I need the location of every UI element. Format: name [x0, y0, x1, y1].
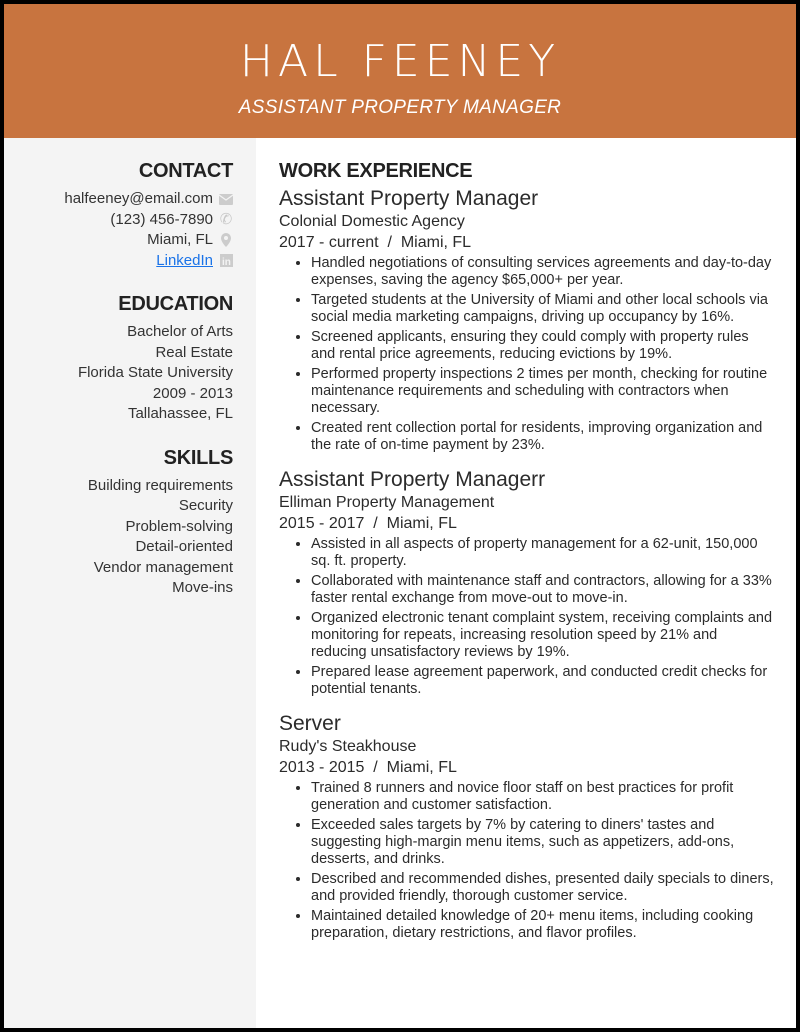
bullet: • Handled negotiations of consulting services agreements and day-to-day expenses, saving the agency $65,000+ per year. — [311, 255, 776, 289]
bullet: • Screened applicants, ensuring they could comply with property rules and rental price agreements, reducing evictions by 19%. — [311, 329, 776, 363]
candidate-title: ASSISTANT PROPERTY MANAGER — [238, 97, 562, 118]
resume-page — [4, 4, 796, 1028]
email: halfeeney@email.com — [64, 190, 213, 207]
skill: Security — [178, 497, 233, 514]
edu-dates: 2009 - 2013 — [152, 384, 233, 402]
linkedin-link[interactable]: LinkedIn — [156, 251, 213, 269]
job-bullets — [311, 780, 776, 942]
skills-heading: SKILLS — [163, 446, 233, 469]
skill: Vendor management — [93, 558, 233, 576]
phone: (123) 456-7890 — [110, 210, 213, 228]
map-pin-icon — [219, 233, 233, 247]
major: Real Estate — [155, 343, 233, 361]
job-entry — [279, 187, 776, 454]
candidate-name: HAL FEENEY — [239, 36, 561, 87]
company: Elliman Property Management — [279, 494, 495, 511]
bullet: • Described and recommended dishes, presented daily specials to diners, and provided friendly, thorough customer service. — [311, 871, 776, 905]
contact-section — [4, 160, 233, 271]
bullet: • Trained 8 runners and novice floor staff on best practices for profit generation and customer satisfaction. — [311, 780, 776, 814]
sidebar — [4, 138, 256, 1028]
bullet: • Organized electronic tenant complaint system, receiving complaints and monitoring for repeats, increasing resolution speed by 21% and reducing unsatisfactory reviews by 19%. — [311, 610, 776, 661]
contact-heading: CONTACT — [138, 160, 233, 182]
skills-section — [4, 447, 233, 599]
phone-icon: ✆ — [219, 210, 233, 228]
company: Rudy's Steakhouse — [279, 738, 417, 755]
job-entry — [279, 712, 776, 942]
skill: Building requirements — [87, 476, 233, 494]
job-dates: 2013 - 2015 / Miami, FL — [279, 759, 457, 776]
job-title: Assistant Property Managerr — [279, 468, 546, 491]
envelope-icon — [219, 192, 233, 206]
job-title: Assistant Property Manager — [279, 187, 539, 210]
bullet: • Targeted students at the University of Miami and other local schools via social media marketing campaigns, driving up occupancy by 16%. — [311, 292, 776, 326]
school: Florida State University — [77, 364, 233, 381]
bullet: • Assisted in all aspects of property management for a 62-unit, 150,000 sq. ft. property. — [311, 536, 776, 570]
degree: Bachelor of Arts — [127, 323, 233, 340]
bullet: • Prepared lease agreement paperwork, and conducted credit checks for potential tenants. — [311, 664, 776, 698]
education-section — [4, 293, 233, 425]
linkedin-icon — [219, 254, 233, 268]
job-bullets — [311, 255, 776, 454]
location: Miami, FL — [147, 231, 213, 248]
edu-location: Tallahassee, FL — [127, 405, 233, 422]
bullet: • Collaborated with maintenance staff and contractors, allowing for a 33% faster rental exchange from move-out to move-in. — [311, 573, 776, 607]
skill: Move-ins — [172, 579, 233, 596]
education-heading: EDUCATION — [118, 293, 233, 315]
job-entry — [279, 468, 776, 698]
company: Colonial Domestic Agency — [279, 213, 465, 230]
bullet: • Performed property inspections 2 times per month, checking for routine maintenance requirements and scheduling with contractors when necessary. — [311, 366, 776, 417]
job-dates: 2015 - 2017 / Miami, FL — [279, 515, 457, 532]
work-experience-section — [279, 138, 776, 956]
skill: Detail-oriented — [135, 538, 233, 555]
bullet: • Exceeded sales targets by 7% by catering to diners' tastes and suggesting high-margin menu items, such as appetizers, add-ons, desserts, and drinks. — [311, 817, 776, 868]
skill: Problem-solving — [125, 517, 233, 535]
job-dates: 2017 - current / Miami, FL — [279, 234, 472, 251]
work-heading: WORK EXPERIENCE — [279, 160, 473, 182]
job-bullets — [311, 536, 776, 698]
svg-text:in: in — [221, 257, 231, 268]
header — [4, 4, 796, 138]
bullet: • Maintained detailed knowledge of 20+ menu items, including cooking preparation, dietary restrictions, and flavor profiles. — [311, 908, 776, 942]
bullet: • Created rent collection portal for residents, improving organization and the rate of on-time payment by 23%. — [311, 420, 776, 454]
job-title: Server — [279, 712, 341, 735]
